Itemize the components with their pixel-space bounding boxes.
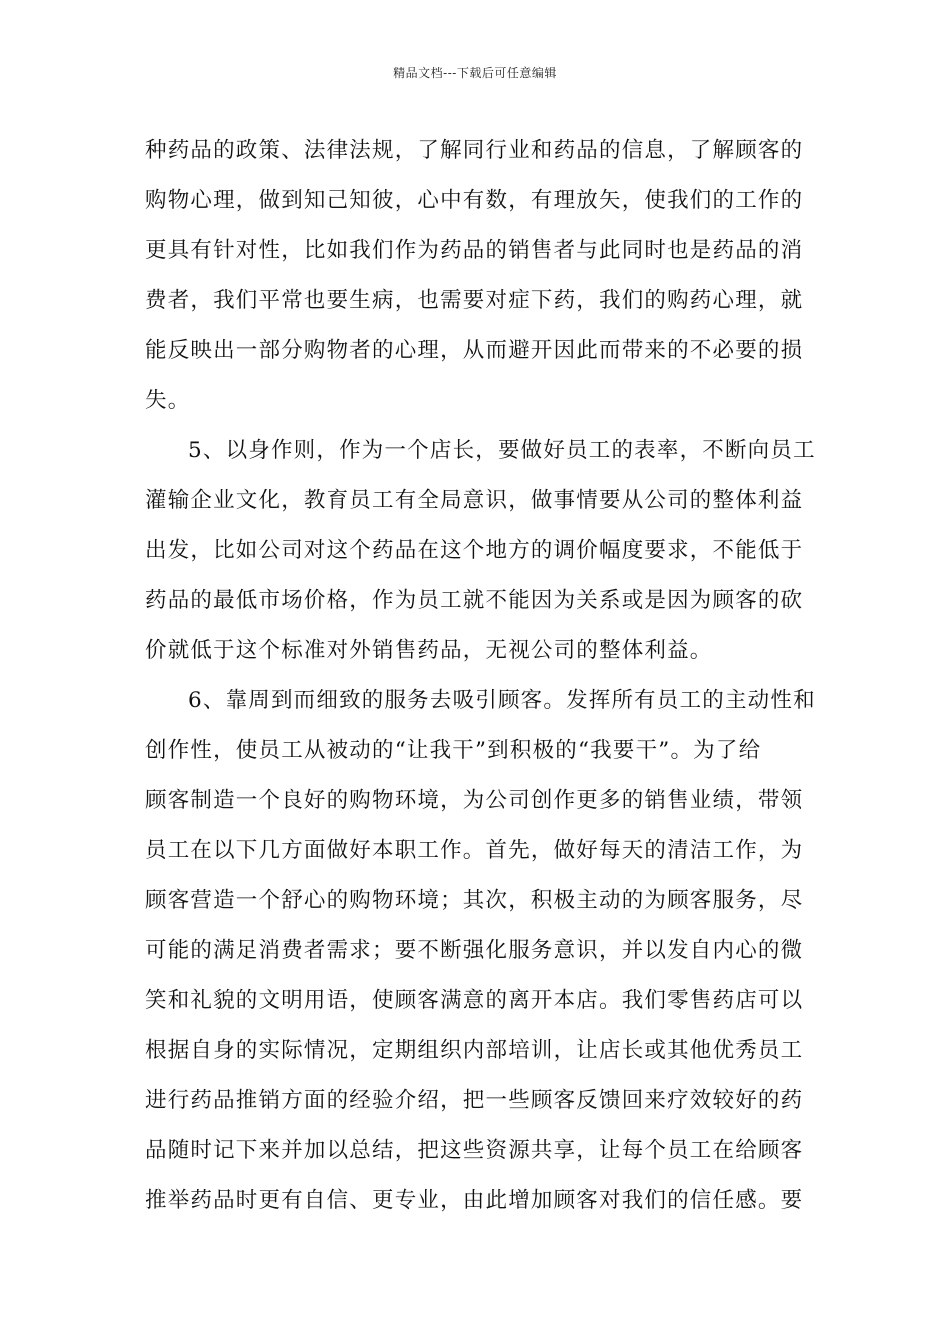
text-line: 品随时记下来并加以总结，把这些资源共享，让每个员工在给顾客 [145,1138,804,1163]
text-line: 失。 [145,388,191,413]
text-line: 顾客营造一个舒心的购物环境；其次，积极主动的为顾客服务，尽 [145,888,804,913]
text-line: 推举药品时更有自信、更专业，由此增加顾客对我们的信任感。要 [145,1188,804,1213]
text-line: 创作性，使员工从被动的“让我干”到积极的“我要干”。为了给 [145,738,762,763]
text-line: 笑和礼貌的文明用语，使顾客满意的离开本店。我们零售药店可以 [145,988,804,1013]
text-line: 能反映出一部分购物者的心理，从而避开因此而带来的不必要的损 [145,338,804,363]
text-line: 6、靠周到而细致的服务去吸引顾客。发挥所有员工的主动性和 [188,688,816,713]
text-line: 进行药品推销方面的经验介绍，把一些顾客反馈回来疗效较好的药 [145,1088,804,1113]
text-line: 可能的满足消费者需求；要不断强化服务意识，并以发自内心的微 [145,938,804,963]
text-line: 根据自身的实际情况，定期组织内部培训，让店长或其他优秀员工 [145,1038,804,1063]
text-line: 种药品的政策、法律法规，了解同行业和药品的信息，了解顾客的 [145,138,804,163]
text-line: 更具有针对性，比如我们作为药品的销售者与此同时也是药品的消 [145,238,804,263]
text-line: 药品的最低市场价格，作为员工就不能因为关系或是因为顾客的砍 [145,588,804,613]
text-line: 价就低于这个标准对外销售药品，无视公司的整体利益。 [145,638,713,663]
text-line: 顾客制造一个良好的购物环境，为公司创作更多的销售业绩，带领 [145,788,804,813]
text-line: 出发，比如公司对这个药品在这个地方的调价幅度要求，不能低于 [145,538,804,563]
text-line: 购物心理，做到知己知彼，心中有数，有理放矢，使我们的工作的 [145,188,804,213]
text-line: 员工在以下几方面做好本职工作。首先，做好每天的清洁工作，为 [145,838,804,863]
text-line: 5、以身作则，作为一个店长，要做好员工的表率，不断向员工 [188,438,816,463]
text-line: 灌输企业文化，教育员工有全局意识，做事情要从公司的整体利益 [145,488,804,513]
page-header: 精品文档---下载后可任意编辑 [393,66,557,80]
text-line: 费者，我们平常也要生病，也需要对症下药，我们的购药心理，就 [145,288,804,313]
document-body [145,131,816,1231]
